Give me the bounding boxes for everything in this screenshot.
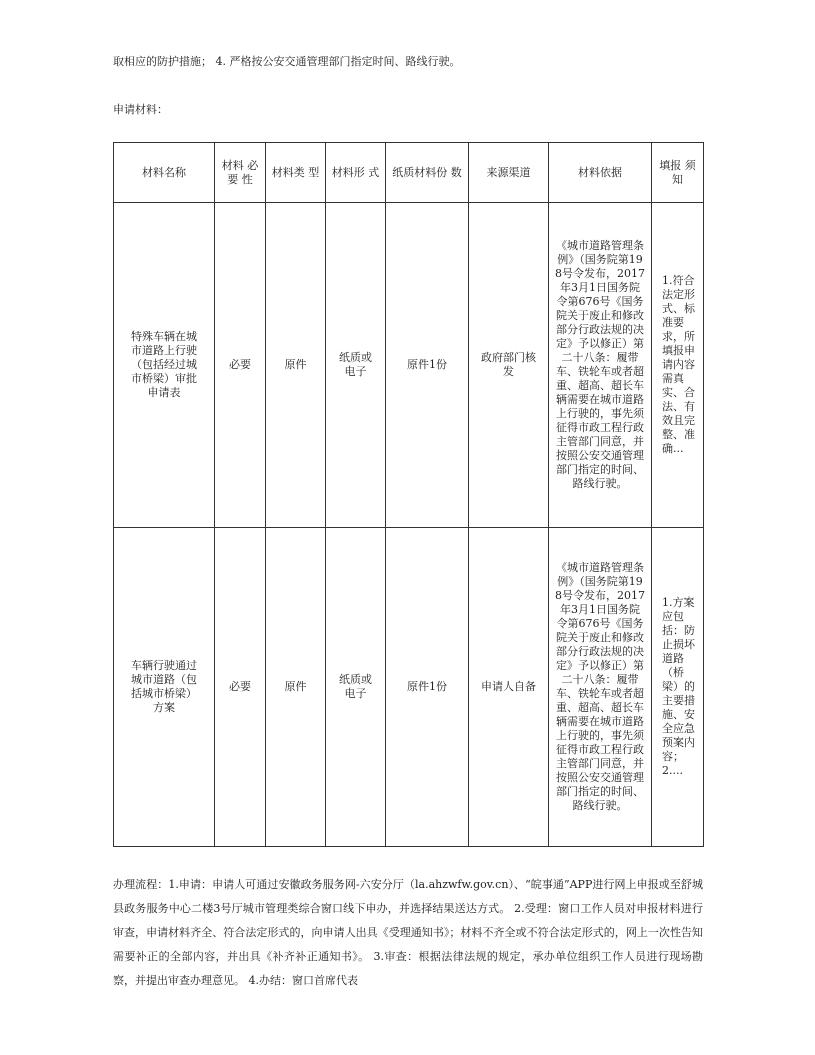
cell-material-name: 车辆行驶通过 城市道路（包 括城市桥梁） 方案 bbox=[114, 528, 215, 847]
header-notice: 填报 须知 bbox=[652, 143, 704, 203]
cell-copies: 原件1份 bbox=[386, 203, 469, 528]
cell-notice: 1.符合法定形式、标准要求，所填报申请内容需真实、合法、有效且完整、准确... bbox=[652, 203, 704, 528]
table-row bbox=[114, 203, 704, 528]
header-type: 材料类 型 bbox=[266, 143, 326, 203]
top-line-text: 取相应的防护措施； 4. 严格按公安交通管理部门指定时间、路线行驶。 bbox=[113, 55, 461, 68]
header-copies: 纸质材料份 数 bbox=[386, 143, 469, 203]
cell-required: 必要 bbox=[215, 203, 266, 528]
cell-form: 纸质或 电子 bbox=[326, 203, 386, 528]
header-source: 来源渠道 bbox=[469, 143, 549, 203]
cell-form: 纸质或 电子 bbox=[326, 528, 386, 847]
table-header-row bbox=[114, 143, 704, 203]
cell-source: 政府部门核 发 bbox=[469, 203, 549, 528]
cell-type: 原件 bbox=[266, 528, 326, 847]
cell-basis: 《城市道路管理条例》（国务院第198号令发布，2017年3月1日国务院令第676号《国务院关于废止和修改部分行政法规的决定》予以修正）第二十八条：履带车、铁轮车或者超重、超高、超长车辆需要在城市道路上行驶的，事先须征得市政工程行政主管部门同意，并按照公安交通管理部门指定的时间、路线行驶。 bbox=[549, 528, 652, 847]
process-text: 办理流程：1.申请：申请人可通过安徽政务服务网-六安分厅（la.ahzwfw.gov.cn）、“皖事通”APP进行网上申报或至舒城县政务服务中心二楼3号厅城市管理类综合窗口线下申办，并选择结果送达方式。 2.受理：窗口工作人员对申报材料进行审查，申请材料齐全、符合法定形式的，向申请人出具《受理通知书》；材料不齐全或不符合法定形式的，网上一次性告知需要补正的全部内容，并出具《补齐补正通知书》。 3.审查：根据法律法规的规定，承办单位组织工作人员进行现场勘察，并提出审查办理意见。 4.办结：窗口首席代表 bbox=[113, 878, 703, 987]
cell-required: 必要 bbox=[215, 528, 266, 847]
header-required: 材料 必要 性 bbox=[215, 143, 266, 203]
header-basis: 材料依据 bbox=[549, 143, 652, 203]
header-material-name: 材料名称 bbox=[114, 143, 215, 203]
cell-basis: 《城市道路管理条例》（国务院第198号令发布，2017年3月1日国务院令第676号《国务院关于废止和修改部分行政法规的决定》予以修正）第二十八条：履带车、铁轮车或者超重、超高、超长车辆需要在城市道路上行驶的，事先须征得市政工程行政主管部门同意，并按照公安交通管理部门指定的时间、路线行驶。 bbox=[549, 203, 652, 528]
cell-material-name: 特殊车辆在城 市道路上行驶 （包括经过城 市桥梁）审批 申请表 bbox=[114, 203, 215, 528]
header-form: 材料形 式 bbox=[326, 143, 386, 203]
table-row bbox=[114, 528, 704, 847]
cell-notice: 1.方案应包括：防止损坏道路（桥梁）的主要措施、安全应急预案内容；2.... bbox=[652, 528, 704, 847]
materials-heading: 申请材料： bbox=[113, 103, 168, 116]
cell-source: 申请人自备 bbox=[469, 528, 549, 847]
cell-copies: 原件1份 bbox=[386, 528, 469, 847]
materials-table bbox=[113, 142, 704, 847]
cell-type: 原件 bbox=[266, 203, 326, 528]
